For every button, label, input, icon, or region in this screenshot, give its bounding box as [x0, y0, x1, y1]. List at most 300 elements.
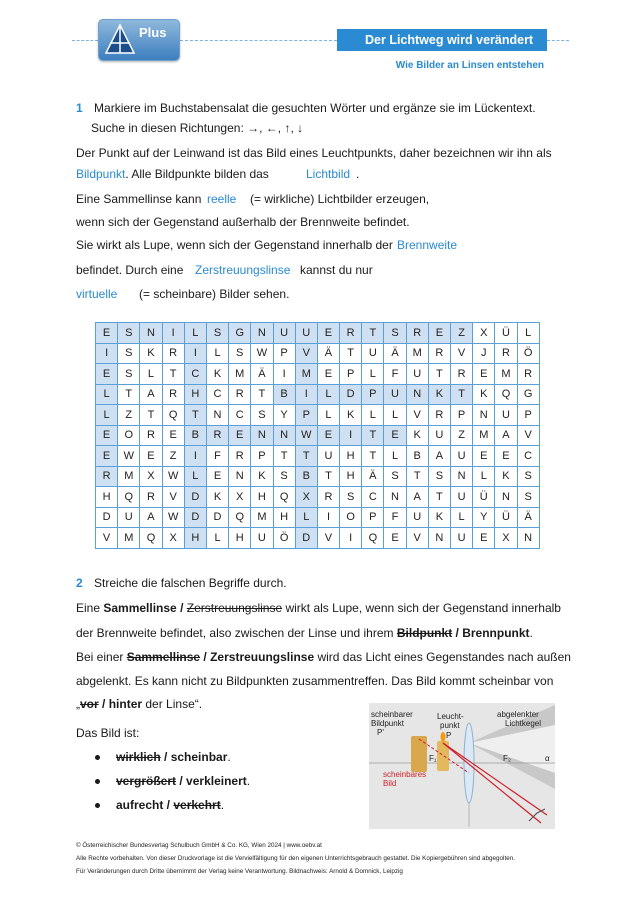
- grid-cell[interactable]: L: [184, 466, 206, 487]
- grid-cell[interactable]: T: [184, 405, 206, 426]
- term-verkehrt-struck: verkehrt: [173, 798, 221, 812]
- text-line-2b: . Alle Bildpunkte bilden das: [125, 167, 269, 181]
- bullet-dot: [95, 755, 100, 760]
- grid-cell[interactable]: Q: [495, 384, 517, 405]
- grid-cell[interactable]: T: [362, 425, 384, 446]
- grid-cell[interactable]: Q: [229, 507, 251, 528]
- grid-cell[interactable]: U: [384, 384, 406, 405]
- grid-cell[interactable]: P: [340, 364, 362, 385]
- grid-cell[interactable]: Ü: [495, 507, 517, 528]
- grid-cell[interactable]: B: [406, 446, 428, 467]
- grid-cell[interactable]: Q: [118, 487, 140, 508]
- grid-cell[interactable]: K: [406, 425, 428, 446]
- grid-cell[interactable]: H: [229, 528, 251, 549]
- grid-row: [96, 405, 540, 426]
- label-p: P: [446, 731, 452, 740]
- grid-cell[interactable]: M: [251, 507, 273, 528]
- grid-row: [96, 425, 540, 446]
- text-line-3a: Eine Sammellinse kann: [76, 192, 202, 206]
- grid-cell[interactable]: R: [96, 466, 118, 487]
- grid-cell[interactable]: L: [362, 405, 384, 426]
- grid-cell[interactable]: L: [451, 507, 473, 528]
- answer-lichtbild: Lichtbild: [306, 167, 351, 181]
- grid-cell[interactable]: Q: [362, 528, 384, 549]
- label-abgelenkter: abgelenkter: [497, 710, 539, 719]
- slash: /: [98, 697, 109, 711]
- grid-cell[interactable]: M: [229, 364, 251, 385]
- t2-p1a: Eine: [76, 601, 104, 615]
- grid-cell[interactable]: L: [206, 528, 228, 549]
- grid-cell[interactable]: S: [517, 487, 539, 508]
- grid-row: [96, 384, 540, 405]
- grid-cell[interactable]: R: [162, 343, 184, 364]
- grid-cell[interactable]: H: [340, 466, 362, 487]
- grid-cell[interactable]: S: [273, 466, 295, 487]
- grid-cell[interactable]: I: [184, 343, 206, 364]
- grid-cell[interactable]: N: [251, 323, 273, 344]
- grid-cell[interactable]: Ä: [362, 466, 384, 487]
- slash: /: [176, 601, 187, 615]
- text-line-4: wenn sich der Gegenstand außerhalb der Brennweite befindet.: [76, 215, 410, 229]
- term-sammellinse-1: Sammellinse: [103, 601, 177, 615]
- grid-cell[interactable]: E: [317, 425, 339, 446]
- grid-cell[interactable]: E: [428, 323, 450, 344]
- grid-cell[interactable]: F: [384, 364, 406, 385]
- grid-cell[interactable]: N: [273, 425, 295, 446]
- grid-cell[interactable]: U: [118, 507, 140, 528]
- label-p-prime: P': [377, 728, 384, 737]
- grid-cell[interactable]: E: [384, 528, 406, 549]
- grid-cell[interactable]: U: [451, 528, 473, 549]
- grid-cell[interactable]: P: [451, 405, 473, 426]
- grid-cell[interactable]: N: [406, 384, 428, 405]
- grid-cell[interactable]: U: [251, 528, 273, 549]
- grid-row: [96, 466, 540, 487]
- grid-cell[interactable]: Z: [451, 425, 473, 446]
- grid-row: [96, 446, 540, 467]
- term-brennpunkt: Brennpunkt: [462, 626, 530, 640]
- grid-cell[interactable]: Ü: [473, 487, 495, 508]
- grid-cell[interactable]: N: [384, 487, 406, 508]
- grid-row: [96, 528, 540, 549]
- bullet-2: [116, 774, 250, 788]
- grid-cell[interactable]: R: [451, 364, 473, 385]
- term-bildpunkt-struck: Bildpunkt: [396, 626, 453, 640]
- grid-cell[interactable]: L: [317, 384, 339, 405]
- grid-cell[interactable]: L: [206, 343, 228, 364]
- grid-cell[interactable]: O: [118, 425, 140, 446]
- triangle-logo-icon: [104, 23, 136, 55]
- grid-cell[interactable]: R: [140, 487, 162, 508]
- grid-cell[interactable]: E: [317, 364, 339, 385]
- grid-cell[interactable]: S: [428, 466, 450, 487]
- term-zerstreuungslinse-2: Zerstreuungslinse: [210, 650, 315, 664]
- grid-cell[interactable]: V: [406, 405, 428, 426]
- grid-cell[interactable]: T: [428, 364, 450, 385]
- grid-cell[interactable]: S: [229, 343, 251, 364]
- grid-cell[interactable]: H: [96, 487, 118, 508]
- grid-cell[interactable]: X: [229, 487, 251, 508]
- grid-cell[interactable]: K: [140, 343, 162, 364]
- grid-cell[interactable]: L: [473, 466, 495, 487]
- grid-row: [96, 507, 540, 528]
- grid-cell[interactable]: R: [229, 446, 251, 467]
- grid-cell[interactable]: I: [96, 343, 118, 364]
- grid-cell[interactable]: D: [184, 487, 206, 508]
- bullet-3: [116, 798, 224, 812]
- grid-cell[interactable]: X: [295, 487, 317, 508]
- label-scheinbarer: scheinbarer: [371, 710, 413, 719]
- grid-cell[interactable]: T: [451, 384, 473, 405]
- lens-diagram: [369, 703, 555, 829]
- bullet-end: .: [227, 750, 231, 764]
- grid-cell[interactable]: N: [229, 466, 251, 487]
- grid-cell[interactable]: T: [140, 405, 162, 426]
- label-leucht: Leucht-: [437, 712, 464, 721]
- grid-cell[interactable]: T: [162, 364, 184, 385]
- task2-line-1: [76, 601, 561, 615]
- grid-cell[interactable]: Z: [451, 323, 473, 344]
- grid-cell[interactable]: T: [251, 384, 273, 405]
- grid-cell[interactable]: E: [473, 446, 495, 467]
- grid-cell[interactable]: K: [428, 507, 450, 528]
- grid-cell[interactable]: Z: [118, 405, 140, 426]
- grid-cell[interactable]: I: [317, 507, 339, 528]
- grid-cell[interactable]: A: [406, 487, 428, 508]
- grid-cell[interactable]: D: [340, 384, 362, 405]
- grid-cell[interactable]: I: [295, 384, 317, 405]
- candle-image: [411, 736, 427, 772]
- grid-cell[interactable]: R: [340, 323, 362, 344]
- grid-cell[interactable]: H: [251, 487, 273, 508]
- t2-p2a: der Brennweite befindet, also zwischen der Linse und ihrem: [76, 626, 397, 640]
- grid-cell[interactable]: Y: [473, 507, 495, 528]
- grid-cell[interactable]: T: [362, 446, 384, 467]
- grid-cell[interactable]: Ä: [384, 343, 406, 364]
- grid-cell[interactable]: L: [317, 405, 339, 426]
- grid-cell[interactable]: W: [162, 466, 184, 487]
- grid-cell[interactable]: E: [473, 528, 495, 549]
- grid-cell[interactable]: Ü: [495, 323, 517, 344]
- grid-cell[interactable]: D: [206, 507, 228, 528]
- grid-cell[interactable]: P: [273, 343, 295, 364]
- grid-cell[interactable]: M: [406, 343, 428, 364]
- word-search-grid: [95, 322, 540, 549]
- grid-cell[interactable]: J: [473, 343, 495, 364]
- label-f1: F₁: [429, 754, 437, 763]
- grid-cell[interactable]: N: [140, 323, 162, 344]
- grid-cell[interactable]: L: [362, 364, 384, 385]
- grid-cell[interactable]: N: [428, 528, 450, 549]
- task1-instruction-text: Markiere im Buchstabensalat die gesuchten Wörter und ergänze sie im Lückentext.: [94, 101, 536, 115]
- grid-cell[interactable]: I: [184, 446, 206, 467]
- grid-cell[interactable]: T: [428, 487, 450, 508]
- grid-cell[interactable]: Y: [273, 405, 295, 426]
- grid-cell[interactable]: W: [118, 446, 140, 467]
- t2-p1b: wirkt als Lupe, wenn sich der Gegenstand innerhalb: [282, 601, 561, 615]
- grid-cell[interactable]: N: [451, 466, 473, 487]
- grid-cell[interactable]: U: [451, 446, 473, 467]
- grid-cell[interactable]: A: [140, 507, 162, 528]
- grid-cell[interactable]: U: [451, 487, 473, 508]
- grid-cell[interactable]: X: [495, 528, 517, 549]
- grid-cell[interactable]: D: [184, 507, 206, 528]
- text-line-6a: befindet. Durch eine: [76, 263, 184, 277]
- grid-cell[interactable]: P: [251, 446, 273, 467]
- grid-cell[interactable]: Ä: [517, 507, 539, 528]
- grid-cell[interactable]: V: [295, 343, 317, 364]
- grid-cell[interactable]: L: [96, 384, 118, 405]
- grid-cell[interactable]: R: [517, 364, 539, 385]
- grid-cell[interactable]: H: [273, 507, 295, 528]
- label-alpha: α: [545, 754, 550, 763]
- grid-cell[interactable]: R: [162, 384, 184, 405]
- slash: /: [163, 798, 174, 812]
- grid-cell[interactable]: S: [517, 466, 539, 487]
- grid-cell[interactable]: E: [206, 466, 228, 487]
- task2-line-2: [76, 626, 533, 640]
- grid-cell[interactable]: T: [295, 446, 317, 467]
- grid-cell[interactable]: R: [406, 323, 428, 344]
- worksheet-subtitle: Wie Bilder an Linsen entstehen: [395, 60, 544, 71]
- grid-cell[interactable]: T: [406, 466, 428, 487]
- grid-cell[interactable]: S: [118, 323, 140, 344]
- grid-cell[interactable]: G: [229, 323, 251, 344]
- footer-copyright: © Österreichischer Bundesverlag Schulbuch GmbH & Co. KG, Wien 2024 | www.oebv.at: [76, 842, 322, 849]
- grid-cell[interactable]: S: [206, 323, 228, 344]
- term-zerstreuungslinse-1-struck: Zerstreuungslinse: [186, 601, 283, 615]
- answer-zerstreuungslinse: Zerstreuungslinse: [195, 263, 291, 277]
- grid-cell[interactable]: T: [340, 343, 362, 364]
- grid-cell[interactable]: I: [273, 364, 295, 385]
- grid-cell[interactable]: H: [184, 528, 206, 549]
- grid-cell[interactable]: K: [206, 364, 228, 385]
- grid-cell[interactable]: A: [140, 384, 162, 405]
- grid-cell[interactable]: R: [428, 405, 450, 426]
- grid-cell[interactable]: D: [295, 528, 317, 549]
- grid-row: [96, 323, 540, 344]
- grid-cell[interactable]: R: [317, 487, 339, 508]
- grid-cell[interactable]: N: [517, 528, 539, 549]
- grid-cell[interactable]: X: [162, 528, 184, 549]
- grid-cell[interactable]: L: [96, 405, 118, 426]
- slash: /: [176, 774, 187, 788]
- grid-cell[interactable]: E: [384, 425, 406, 446]
- answer-brennweite: Brennweite: [397, 238, 458, 252]
- header-dash-right: [547, 40, 569, 41]
- grid-cell[interactable]: M: [118, 466, 140, 487]
- grid-cell[interactable]: K: [495, 466, 517, 487]
- grid-cell[interactable]: B: [184, 425, 206, 446]
- bullet-1: [116, 750, 231, 764]
- grid-cell[interactable]: V: [406, 528, 428, 549]
- grid-cell[interactable]: E: [317, 323, 339, 344]
- grid-cell[interactable]: M: [495, 364, 517, 385]
- grid-cell[interactable]: Ä: [251, 364, 273, 385]
- label-bild: Bild: [383, 779, 397, 788]
- grid-cell[interactable]: P: [362, 384, 384, 405]
- grid-cell[interactable]: D: [96, 507, 118, 528]
- grid-cell[interactable]: H: [184, 384, 206, 405]
- grid-cell[interactable]: Q: [162, 405, 184, 426]
- term-vor-struck: vor: [80, 697, 99, 711]
- bullet-end: .: [246, 774, 251, 788]
- grid-cell[interactable]: V: [96, 528, 118, 549]
- grid-cell[interactable]: W: [295, 425, 317, 446]
- term-vergroessert-struck: vergrößert: [116, 774, 177, 788]
- grid-cell[interactable]: C: [206, 384, 228, 405]
- grid-row: [96, 364, 540, 385]
- grid-cell[interactable]: Z: [162, 446, 184, 467]
- text-line-2: [76, 167, 269, 181]
- grid-cell[interactable]: K: [473, 384, 495, 405]
- grid-cell[interactable]: P: [362, 507, 384, 528]
- bullet-dot: [95, 779, 100, 784]
- grid-cell[interactable]: O: [340, 507, 362, 528]
- grid-cell[interactable]: A: [428, 446, 450, 467]
- grid-cell[interactable]: H: [340, 446, 362, 467]
- grid-cell[interactable]: C: [229, 405, 251, 426]
- grid-cell[interactable]: M: [118, 528, 140, 549]
- text-line-3b: (= wirkliche) Lichtbilder erzeugen,: [250, 192, 430, 206]
- grid-cell[interactable]: K: [428, 384, 450, 405]
- task2-line-3: [76, 650, 571, 664]
- grid-cell[interactable]: S: [251, 405, 273, 426]
- grid-cell[interactable]: L: [184, 323, 206, 344]
- grid-cell[interactable]: R: [229, 384, 251, 405]
- grid-cell[interactable]: S: [118, 364, 140, 385]
- grid-cell[interactable]: U: [406, 364, 428, 385]
- grid-cell[interactable]: V: [317, 528, 339, 549]
- grid-cell[interactable]: Ä: [317, 343, 339, 364]
- grid-cell[interactable]: G: [517, 384, 539, 405]
- grid-cell[interactable]: U: [295, 323, 317, 344]
- grid-cell[interactable]: R: [140, 425, 162, 446]
- grid-cell[interactable]: E: [473, 364, 495, 385]
- grid-cell[interactable]: U: [495, 405, 517, 426]
- grid-cell[interactable]: U: [406, 507, 428, 528]
- grid-cell[interactable]: E: [495, 446, 517, 467]
- grid-cell[interactable]: S: [340, 487, 362, 508]
- grid-cell[interactable]: E: [96, 425, 118, 446]
- task1-instruction: [76, 101, 536, 115]
- grid-cell[interactable]: C: [517, 446, 539, 467]
- grid-cell[interactable]: N: [495, 487, 517, 508]
- label-lichtkegel: Lichtkegel: [505, 719, 542, 728]
- grid-cell[interactable]: C: [184, 364, 206, 385]
- t2-p2b: .: [529, 626, 533, 640]
- grid-cell[interactable]: F: [384, 507, 406, 528]
- grid-cell[interactable]: R: [206, 425, 228, 446]
- term-sammellinse-2-struck: Sammellinse: [126, 650, 201, 664]
- grid-cell[interactable]: K: [206, 487, 228, 508]
- t2-p3b: wird das Licht eines Gegenstandes nach außen: [314, 650, 571, 664]
- grid-cell[interactable]: R: [495, 343, 517, 364]
- grid-cell[interactable]: V: [451, 343, 473, 364]
- grid-cell[interactable]: N: [251, 425, 273, 446]
- grid-cell[interactable]: W: [162, 507, 184, 528]
- grid-cell[interactable]: U: [428, 425, 450, 446]
- grid-cell[interactable]: N: [473, 405, 495, 426]
- grid-cell[interactable]: S: [384, 466, 406, 487]
- slash: /: [452, 626, 463, 640]
- grid-cell[interactable]: V: [162, 487, 184, 508]
- grid-cell[interactable]: I: [340, 425, 362, 446]
- grid-cell[interactable]: L: [295, 507, 317, 528]
- grid-cell[interactable]: S: [384, 323, 406, 344]
- grid-cell[interactable]: T: [118, 384, 140, 405]
- grid-cell[interactable]: E: [96, 364, 118, 385]
- bild-ist-label: Das Bild ist:: [76, 726, 140, 740]
- grid-cell[interactable]: Q: [273, 487, 295, 508]
- grid-cell[interactable]: I: [162, 323, 184, 344]
- answer-bildpunkt: Bildpunkt: [76, 167, 126, 181]
- grid-cell[interactable]: U: [317, 446, 339, 467]
- grid-cell[interactable]: I: [340, 528, 362, 549]
- task1-directions: Suche in diesen Richtungen: →, ←, ↑, ↓: [91, 121, 304, 135]
- term-wirklich-struck: wirklich: [116, 750, 161, 764]
- grid-cell[interactable]: K: [340, 405, 362, 426]
- grid-cell[interactable]: U: [273, 323, 295, 344]
- grid-cell[interactable]: E: [140, 446, 162, 467]
- grid-cell[interactable]: E: [162, 425, 184, 446]
- text-line-7b: (= scheinbare) Bilder sehen.: [139, 287, 290, 301]
- grid-cell[interactable]: M: [295, 364, 317, 385]
- grid-cell[interactable]: T: [273, 446, 295, 467]
- grid-cell[interactable]: P: [295, 405, 317, 426]
- bullet-dot: [95, 803, 100, 808]
- grid-cell[interactable]: E: [96, 446, 118, 467]
- grid-cell[interactable]: E: [96, 323, 118, 344]
- grid-cell[interactable]: S: [118, 343, 140, 364]
- grid-cell[interactable]: T: [317, 466, 339, 487]
- grid-cell[interactable]: U: [362, 343, 384, 364]
- grid-cell[interactable]: M: [473, 425, 495, 446]
- task2-number: 2: [76, 576, 83, 590]
- grid-cell[interactable]: P: [517, 405, 539, 426]
- grid-cell[interactable]: L: [517, 323, 539, 344]
- grid-cell[interactable]: B: [273, 384, 295, 405]
- grid-cell[interactable]: X: [140, 466, 162, 487]
- grid-cell[interactable]: F: [206, 446, 228, 467]
- grid-cell[interactable]: Ö: [273, 528, 295, 549]
- grid-cell[interactable]: R: [428, 343, 450, 364]
- grid-cell[interactable]: T: [362, 323, 384, 344]
- grid-cell[interactable]: C: [362, 487, 384, 508]
- grid-cell[interactable]: E: [229, 425, 251, 446]
- grid-cell[interactable]: X: [473, 323, 495, 344]
- grid-cell[interactable]: N: [206, 405, 228, 426]
- task1-number: 1: [76, 101, 83, 115]
- grid-cell[interactable]: L: [384, 405, 406, 426]
- grid-cell[interactable]: Q: [140, 528, 162, 549]
- grid-cell[interactable]: B: [295, 466, 317, 487]
- grid-cell[interactable]: W: [251, 343, 273, 364]
- grid-cell[interactable]: Ö: [517, 343, 539, 364]
- grid-cell[interactable]: L: [384, 446, 406, 467]
- t2-p3a: Bei einer: [76, 650, 127, 664]
- grid-cell[interactable]: V: [517, 425, 539, 446]
- grid-cell[interactable]: K: [251, 466, 273, 487]
- text-line-2-end: .: [356, 167, 360, 181]
- header-dash-middle: [180, 40, 337, 41]
- grid-cell[interactable]: A: [495, 425, 517, 446]
- answer-reelle: reelle: [207, 192, 237, 206]
- label-f2: F₂: [503, 754, 511, 763]
- quote-open: „: [76, 697, 80, 711]
- label-bildpunkt: Bildpunkt: [371, 719, 404, 728]
- grid-cell[interactable]: L: [140, 364, 162, 385]
